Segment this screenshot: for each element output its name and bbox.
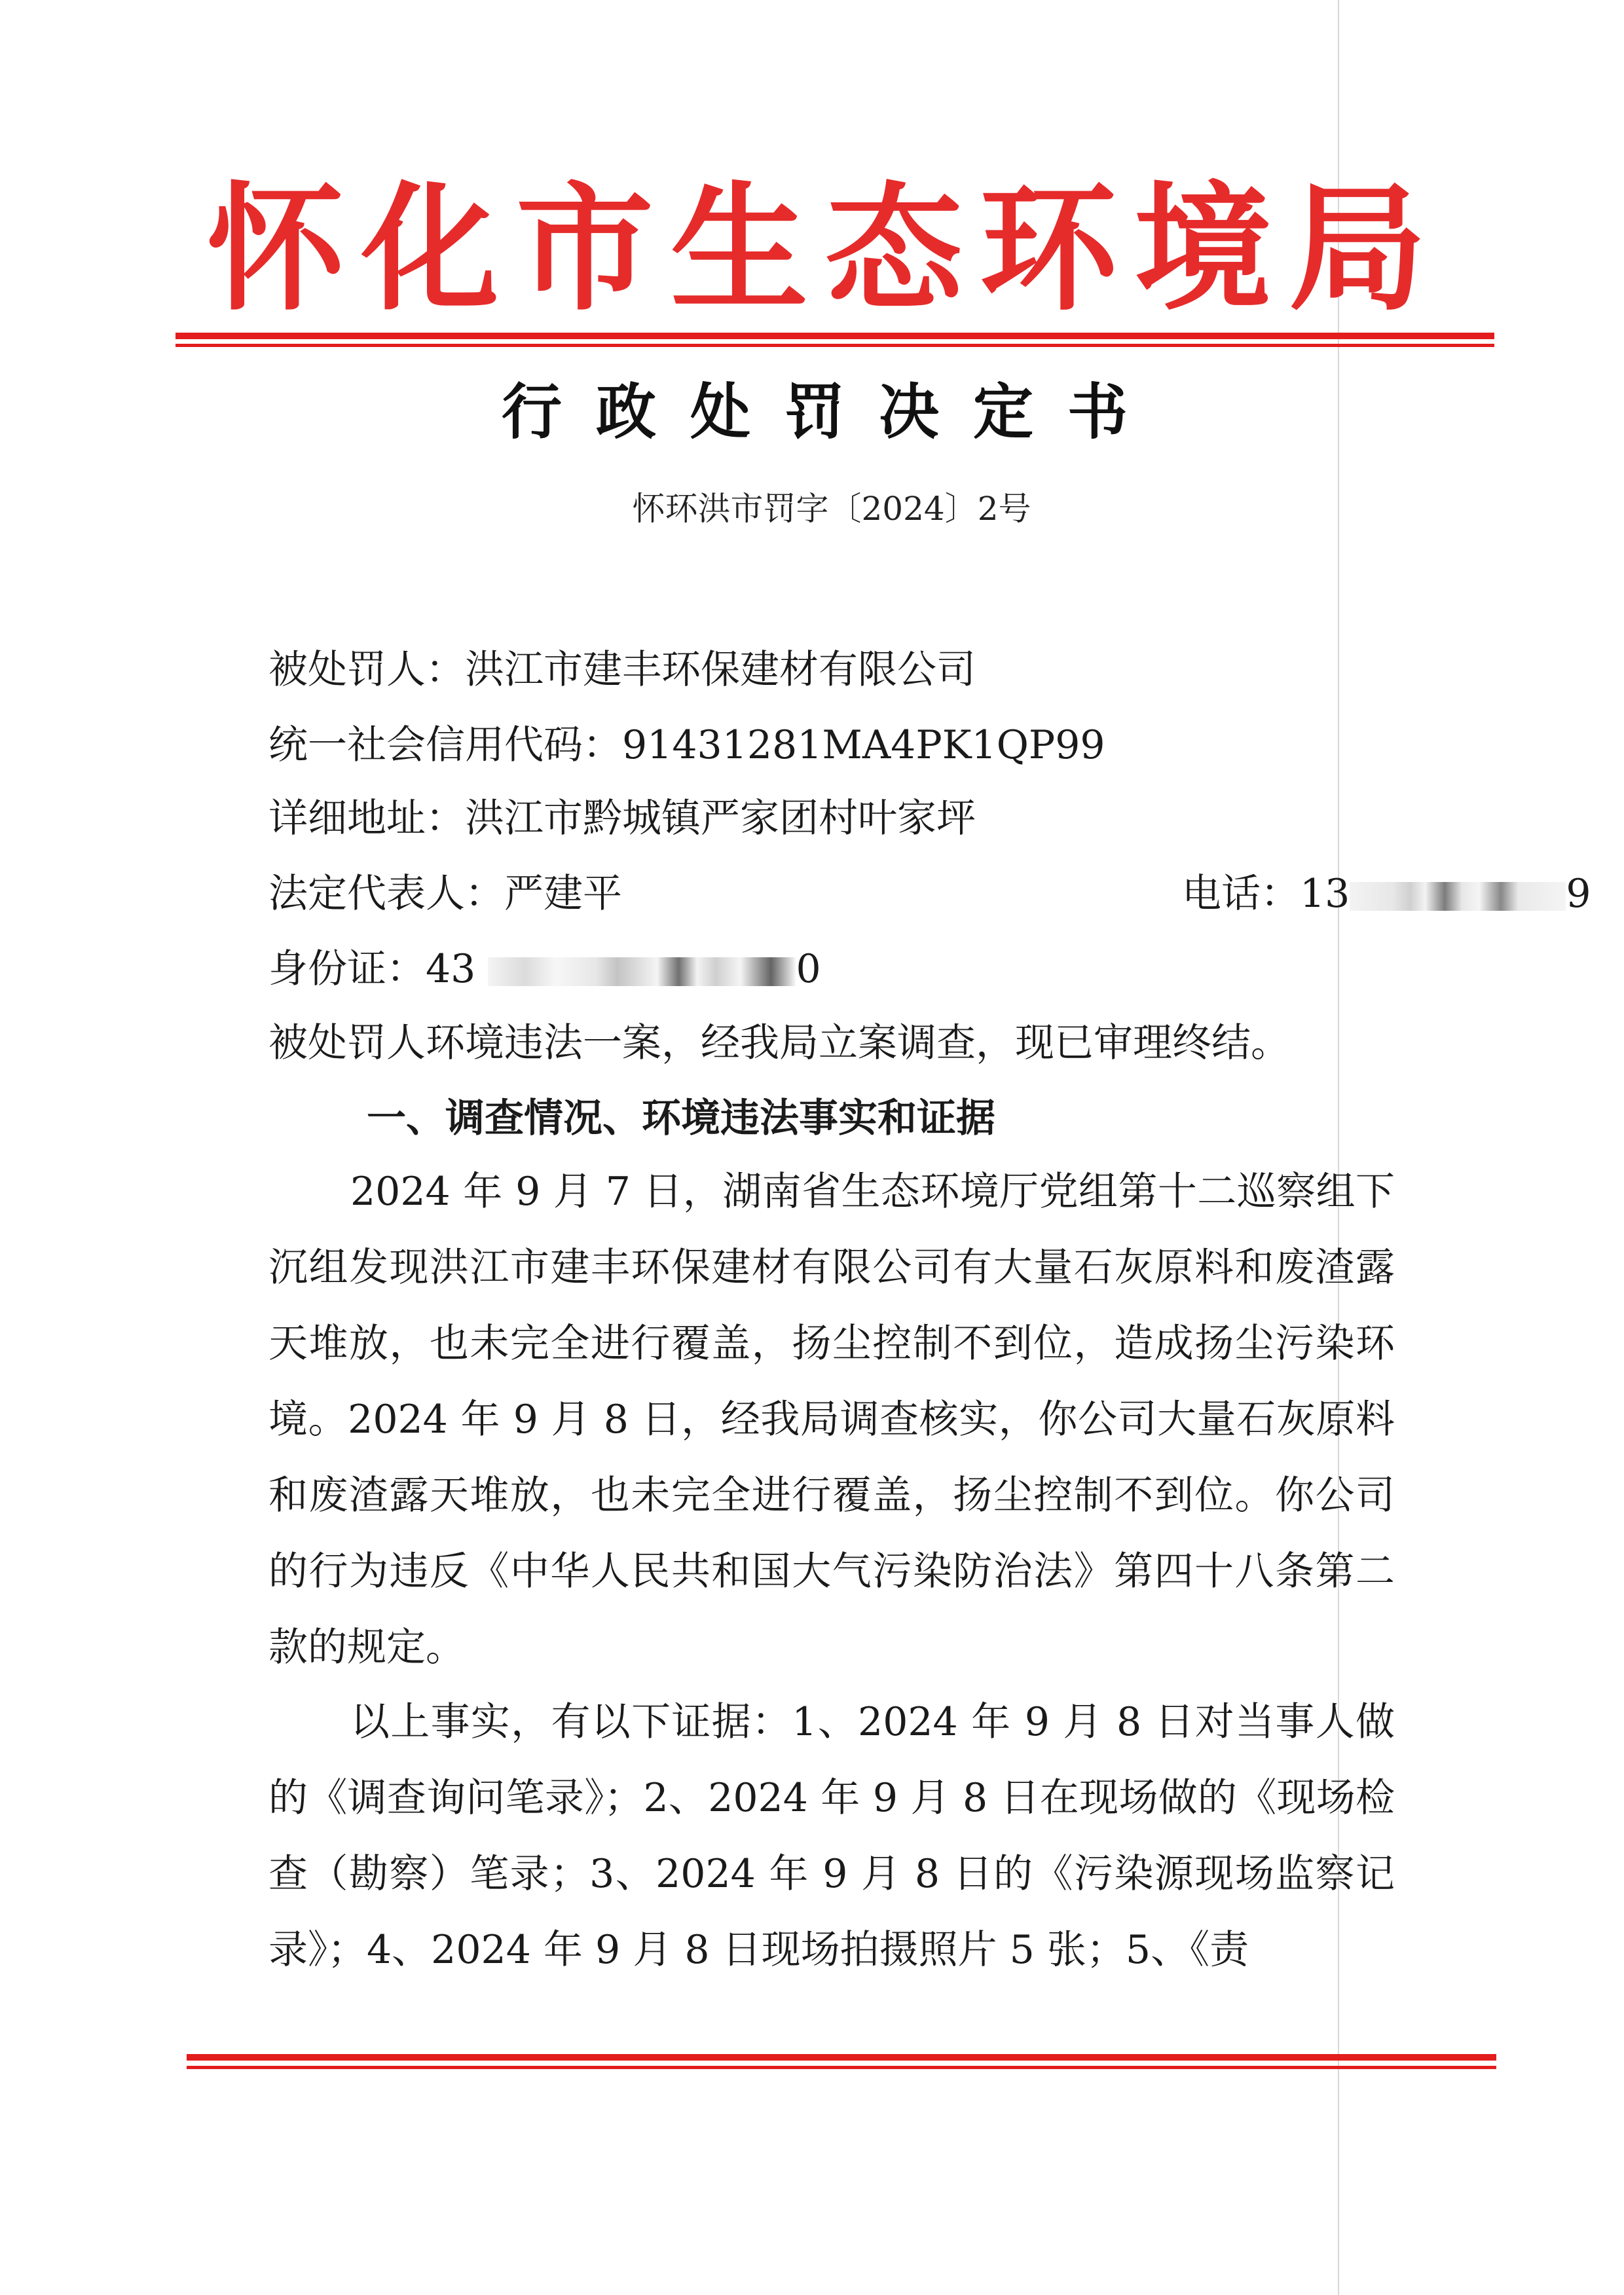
legal-rep-line [268, 868, 1591, 920]
id-redaction [488, 957, 796, 986]
address-value: 洪江市黔城镇严家团村叶家坪 [465, 796, 976, 841]
legal-rep-label: 法定代表人： [268, 871, 504, 917]
phone-field [1182, 868, 1591, 920]
id-label: 身份证： [268, 946, 426, 992]
party-name-line [268, 644, 1408, 696]
credit-code-value: 91431281MA4PK1QP99 [622, 722, 1105, 768]
phone-suffix: 9 [1566, 871, 1591, 917]
facts-paragraph: 2024 年 9 月 7 日，湖南省生态环境厅党组第十二巡察组下沉组发现洪江市建丰环保建材有限公司有大量石灰原料和废渣露天堆放，也未完全进行覆盖，扬尘控制不到位，造成扬尘污染环境。2024 年 9 月 8 日，经我局调查核实，你公司大量石灰原料和废渣露天堆放，也未完全进行覆盖，扬尘控制不到位。你公司的行为违反《中华人民共和国大气污染防治法》第四十八条第二款的规定。 [268, 1169, 1395, 1670]
section-1-heading: 一、调查情况、环境违法事实和证据 [367, 1095, 995, 1141]
evidence-paragraph: 以上事实，有以下证据：1、2024 年 9 月 8 日对当事人做的《调查询问笔录》；2、2024 年 9 月 8 日在现场做的《现场检查（勘察）笔录；3、2024 年 9 月 8 日的《污染源现场监察记录》；4、2024 年 9 月 8 日现场拍摄照片 5 张；5、《责 [268, 1699, 1395, 1973]
phone-redaction [1350, 882, 1566, 911]
id-prefix: 43 [426, 946, 476, 992]
letterhead-organization: 怀化市生态环境局 [206, 168, 1443, 329]
legal-rep-value: 严建平 [504, 871, 622, 917]
document-number: 怀环洪市罚字〔2024〕2号 [632, 490, 1031, 528]
phone-prefix: 13 [1300, 871, 1350, 917]
letterhead-rule-top-thick [175, 333, 1494, 339]
letterhead-rule-top-thin [175, 344, 1494, 347]
id-card-line [268, 943, 1408, 995]
document-title: 行政处罚决定书 [501, 377, 1162, 447]
address-label: 详细地址： [268, 796, 465, 841]
address-line [268, 792, 1408, 845]
credit-code-line [268, 719, 1408, 771]
footer-rule-thick [187, 2054, 1496, 2061]
phone-label: 电话： [1182, 871, 1300, 917]
party-name-label: 被处罚人： [268, 647, 465, 693]
credit-code-label: 统一社会信用代码： [268, 722, 622, 768]
id-suffix: 0 [796, 946, 821, 992]
party-name-value: 洪江市建丰环保建材有限公司 [465, 647, 976, 693]
footer-rule-thin [187, 2066, 1496, 2069]
case-intro: 被处罚人环境违法一案，经我局立案调查，现已审理终结。 [268, 1020, 1290, 1066]
